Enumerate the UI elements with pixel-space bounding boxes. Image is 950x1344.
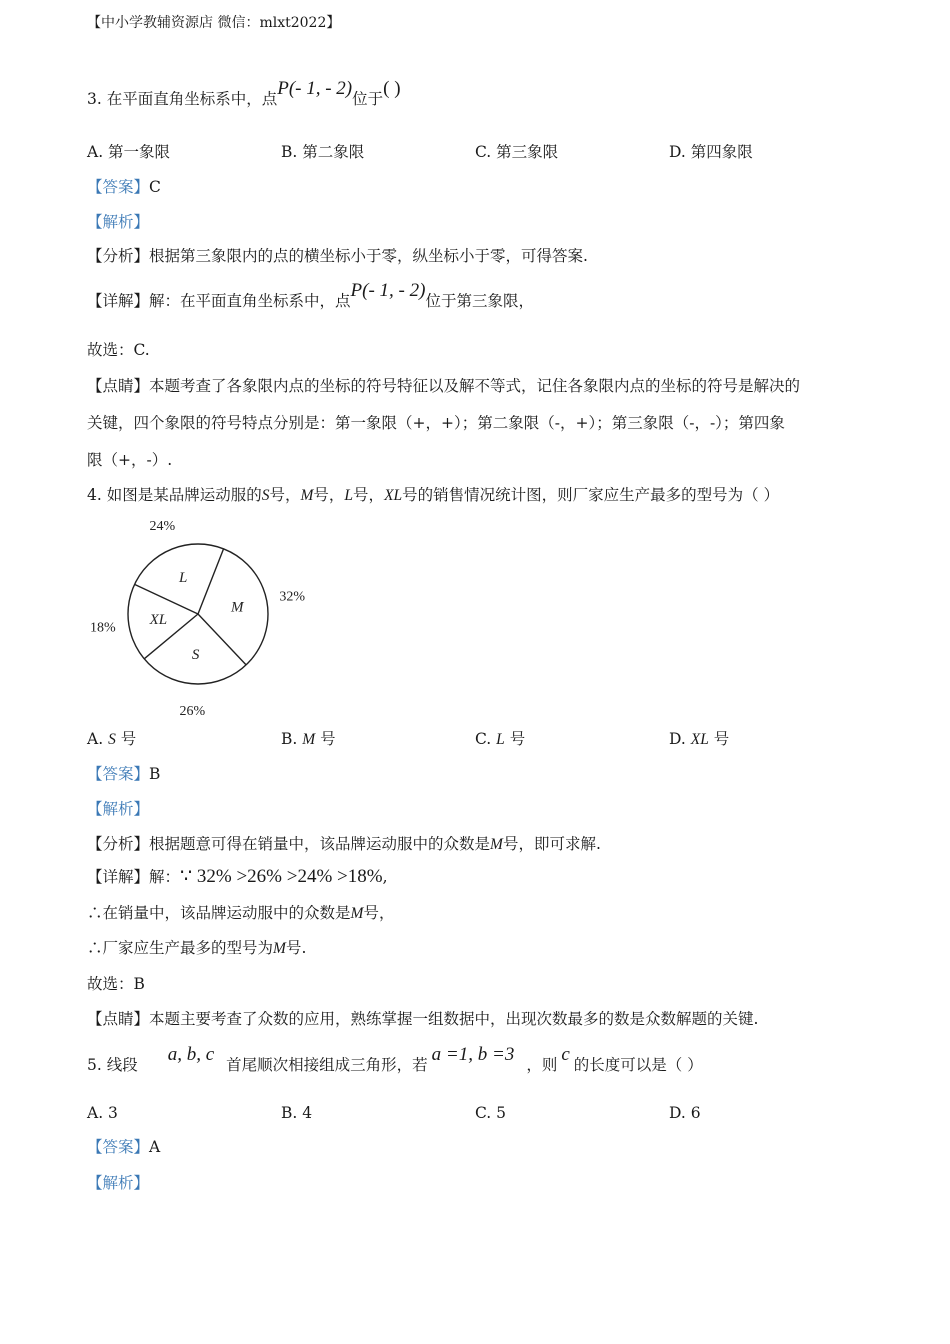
q3-option-a: A. 第一象限 <box>87 143 171 161</box>
q5-option-a: A. 3 <box>87 1104 118 1122</box>
point-expression: P(- 1, - 2) <box>277 78 353 99</box>
pie-percent-label: 24% <box>149 520 176 534</box>
inequality-expression: ∵ 32% >26% >24% >18% <box>180 866 383 887</box>
q4-detail: 【详解】解：∵ 32% >26% >24% >18%, <box>87 866 388 887</box>
q5-option-b: B. 4 <box>281 1104 313 1122</box>
q4-option-d: D. XL 号 <box>669 730 730 748</box>
q4-analysis-label: 【解析】 <box>87 800 150 818</box>
condition-expression: a =1, b =3 <box>431 1044 515 1065</box>
q3-choose: 故选：C. <box>87 341 150 359</box>
pie-slice-label: XL <box>149 612 168 629</box>
q5-option-d: D. 6 <box>669 1104 701 1122</box>
pie-slice-label: L <box>178 569 188 586</box>
q3-dianjing-1: 【点睛】本题考查了各象限内点的坐标的符号特征以及解不等式，记住各象限内点的坐标的符号是解决的 <box>87 377 801 395</box>
pie-chart <box>87 520 317 715</box>
q3-option-c: C. 第三象限 <box>475 143 559 161</box>
q4-option-c: C. L 号 <box>475 730 526 748</box>
q3-dianjing-2: 关键，四个象限的符号特点分别是：第一象限（+，+）；第二象限（-，+）；第三象限（-，-）；第四象 <box>87 414 785 432</box>
pie-percent-label: 18% <box>89 620 116 636</box>
q4-dianjing: 【点睛】本题主要考查了众数的应用，熟练掌握一组数据中，出现次数最多的数是众数解题的关键. <box>87 1010 759 1028</box>
q3-option-d: D. 第四象限 <box>669 143 753 161</box>
pie-slice-divider <box>135 584 198 614</box>
q5-analysis-label: 【解析】 <box>87 1174 150 1192</box>
pie-slice-label: S <box>191 646 200 663</box>
point-expression: P(- 1, - 2) <box>350 280 426 301</box>
q5-option-c: C. 5 <box>475 1104 507 1122</box>
q4-therefore-1: ∴在销量中，该品牌运动服中的众数是M号， <box>87 904 395 922</box>
pie-chart-svg <box>87 520 317 715</box>
q4-answer: 【答案】B <box>87 765 161 783</box>
q3-detail: 【详解】解：在平面直角坐标系中，点P(- 1, - 2)位于第三象限， <box>87 280 534 310</box>
q4-option-a: A. S 号 <box>87 730 137 748</box>
q4-fenxi: 【分析】根据题意可得在销量中，该品牌运动服中的众数是M号，即可求解. <box>87 835 601 853</box>
q4-choose: 故选：B <box>87 975 145 993</box>
pie-percent-label: 26% <box>179 703 206 715</box>
q5-answer: 【答案】A <box>87 1138 161 1156</box>
segments-expression: a, b, c <box>167 1044 215 1065</box>
q4-option-b: B. M 号 <box>281 730 336 748</box>
q4-therefore-2: ∴厂家应生产最多的型号为M号. <box>87 939 307 957</box>
page-header: 【中小学教辅资源店 微信：mlxt2022】 <box>87 15 341 31</box>
pie-slice-divider <box>198 614 246 665</box>
q3-analysis-label: 【解析】 <box>87 213 150 231</box>
q3-option-b: B. 第二象限 <box>281 143 365 161</box>
q3-fenxi: 【分析】根据第三象限内的点的横坐标小于零，纵坐标小于零，可得答案. <box>87 247 588 265</box>
q3-answer: 【答案】C <box>87 178 161 196</box>
q4-stem: 4. 如图是某品牌运动服的S号，M号，L号，XL号的销售情况统计图，则厂家应生产最多的型号为（ ） <box>87 486 780 504</box>
pie-slice-label: M <box>231 599 244 616</box>
pie-percent-label: 32% <box>279 589 306 605</box>
q5-stem: 5. 线段 a, b, c 首尾顺次相接组成三角形，若 a =1, b =3 ，则 c 的长度可以是（ ） <box>87 1044 703 1074</box>
q3-dianjing-3: 限（+，-）. <box>87 451 173 469</box>
pie-slice-divider <box>198 549 224 614</box>
answer-blank: ( ) <box>383 78 401 99</box>
q3-stem: 3. 在平面直角坐标系中，点P(- 1, - 2)位于( ) <box>87 78 401 108</box>
